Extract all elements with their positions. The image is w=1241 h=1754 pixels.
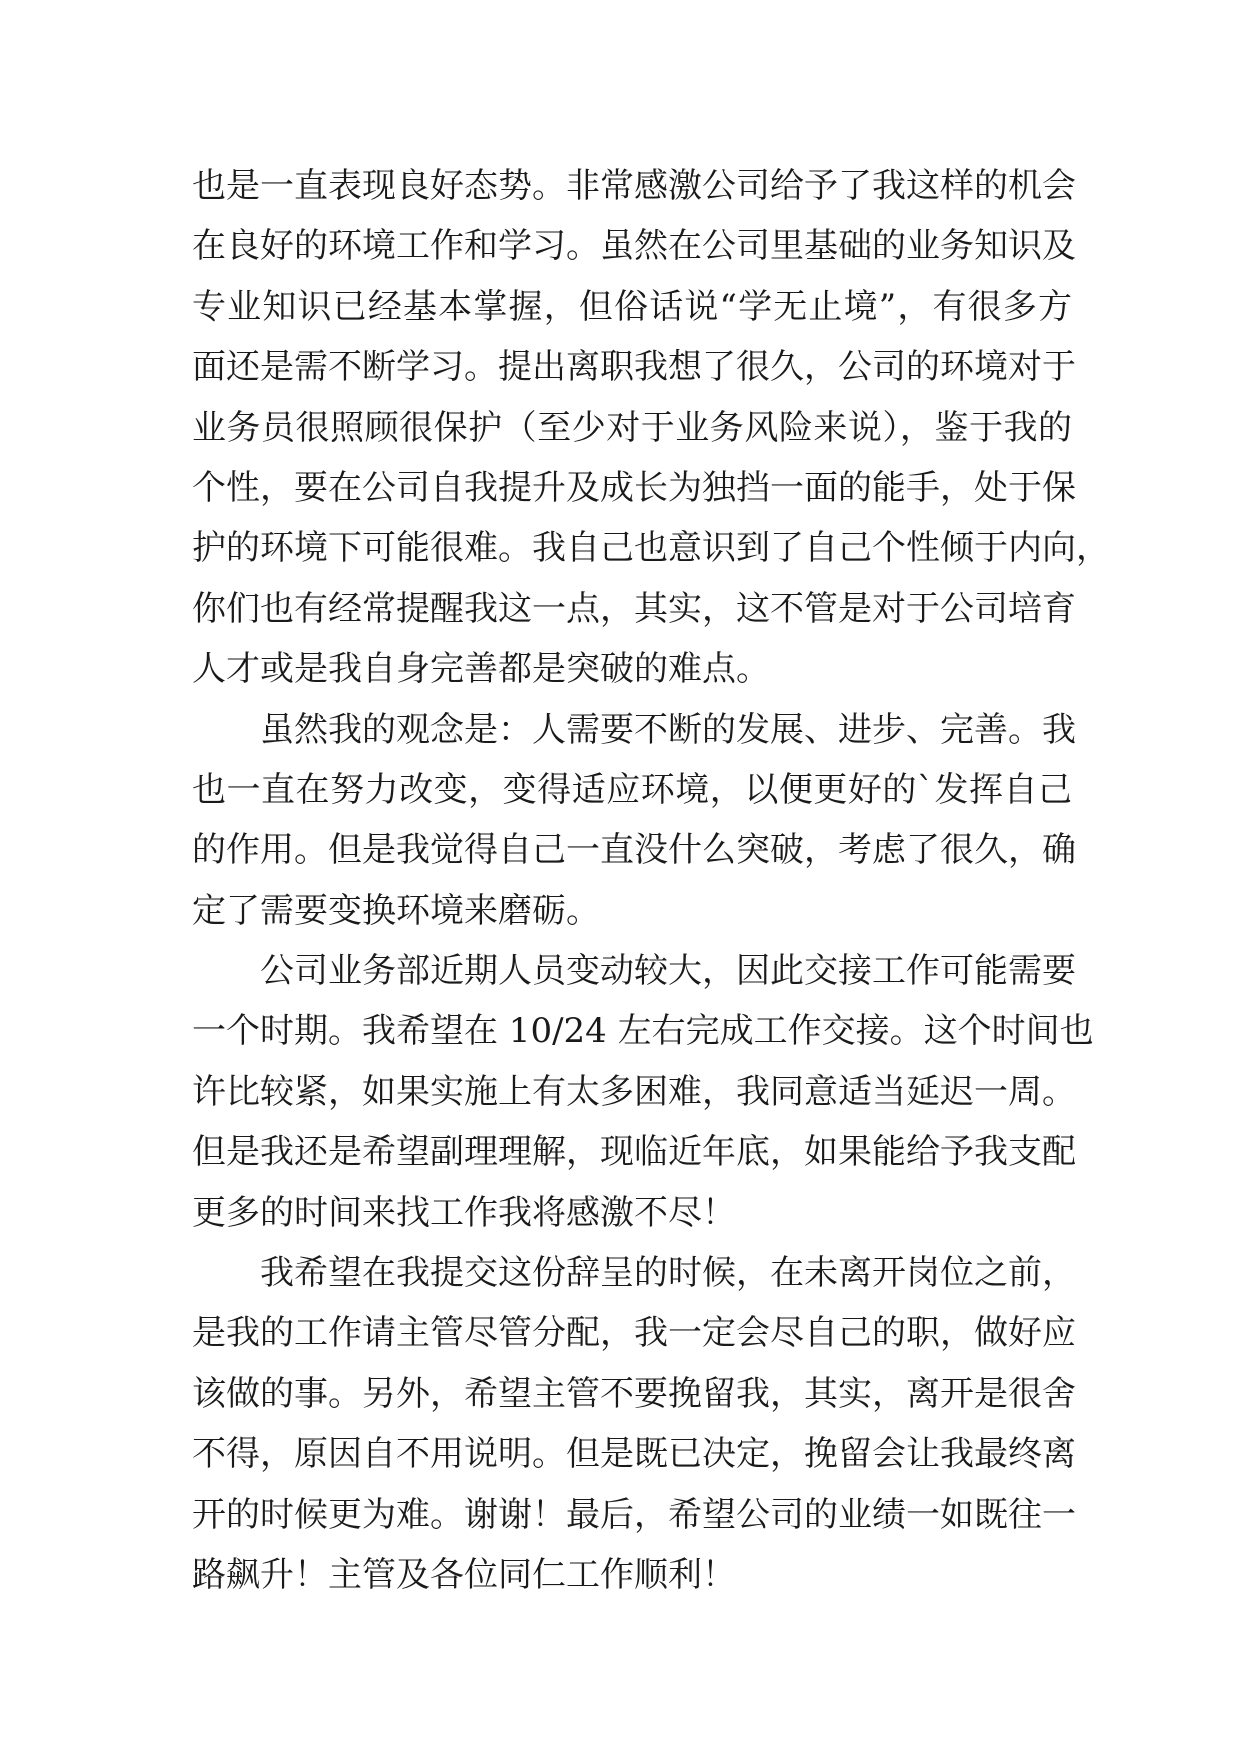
text-line: 开的时候更为难。谢谢！最后，希望公司的业绩一如既往一 <box>192 1494 1076 1535</box>
text-line: 人才或是我自身完善都是突破的难点。 <box>192 649 770 690</box>
text-line: 在良好的环境工作和学习。虽然在公司里基础的业务知识及 <box>192 226 1076 267</box>
text-line: 业务员很照顾很保护（至少对于业务风险来说），鉴于我的 <box>192 407 1072 448</box>
text-line: 不得，原因自不用说明。但是既已决定，挽留会让我最终离 <box>192 1434 1076 1475</box>
text-line: 虽然我的观念是：人需要不断的发展、进步、完善。我 <box>260 709 1076 750</box>
text-line: 公司业务部近期人员变动较大，因此交接工作可能需要 <box>260 951 1076 992</box>
text-line: 面还是需不断学习。提出离职我想了很久，公司的环境对于 <box>192 347 1076 388</box>
paragraph-2 <box>192 700 1076 942</box>
text-line: 是我的工作请主管尽管分配，我一定会尽自己的职，做好应 <box>192 1313 1076 1354</box>
text-line: 你们也有经常提醒我这一点，其实，这不管是对于公司培育 <box>192 588 1076 629</box>
text-line: 定了需要变换环境来磨砺。 <box>192 890 600 931</box>
text-line: 也一直在努力改变，变得适应环境，以便更好的`发挥自己 <box>192 769 1072 810</box>
text-line: 也是一直表现良好态势。非常感激公司给予了我这样的机会 <box>192 166 1076 206</box>
paragraph-3 <box>192 941 1094 1243</box>
text-line: 该做的事。另外，希望主管不要挽留我，其实，离开是很舍 <box>192 1373 1076 1414</box>
text-line: 许比较紧，如果实施上有太多困难，我同意适当延迟一周。 <box>192 1071 1076 1112</box>
text-line: 更多的时间来找工作我将感激不尽！ <box>192 1192 736 1233</box>
text-line: 我希望在我提交这份辞呈的时候，在未离开岗位之前， <box>260 1253 1076 1294</box>
text-line: 一个时期。我希望在 10/24 左右完成工作交接。这个时间也 <box>192 1011 1094 1052</box>
text-line: 路飙升！主管及各位同仁工作顺利！ <box>192 1554 736 1595</box>
letter-body <box>192 156 1110 1605</box>
paragraph-4 <box>192 1243 1076 1605</box>
text-line: 但是我还是希望副理理解，现临近年底，如果能给予我支配 <box>192 1132 1076 1173</box>
text-line: 专业知识已经基本掌握，但俗话说“学无止境”，有很多方 <box>192 286 1072 327</box>
text-line: 个性，要在公司自我提升及成长为独挡一面的能手，处于保 <box>192 467 1076 508</box>
text-line: 护的环境下可能很难。我自己也意识到了自己个性倾于内向， <box>192 528 1110 569</box>
text-line: 的作用。但是我觉得自己一直没什么突破，考虑了很久，确 <box>192 830 1076 871</box>
paragraph-1 <box>192 156 1110 700</box>
